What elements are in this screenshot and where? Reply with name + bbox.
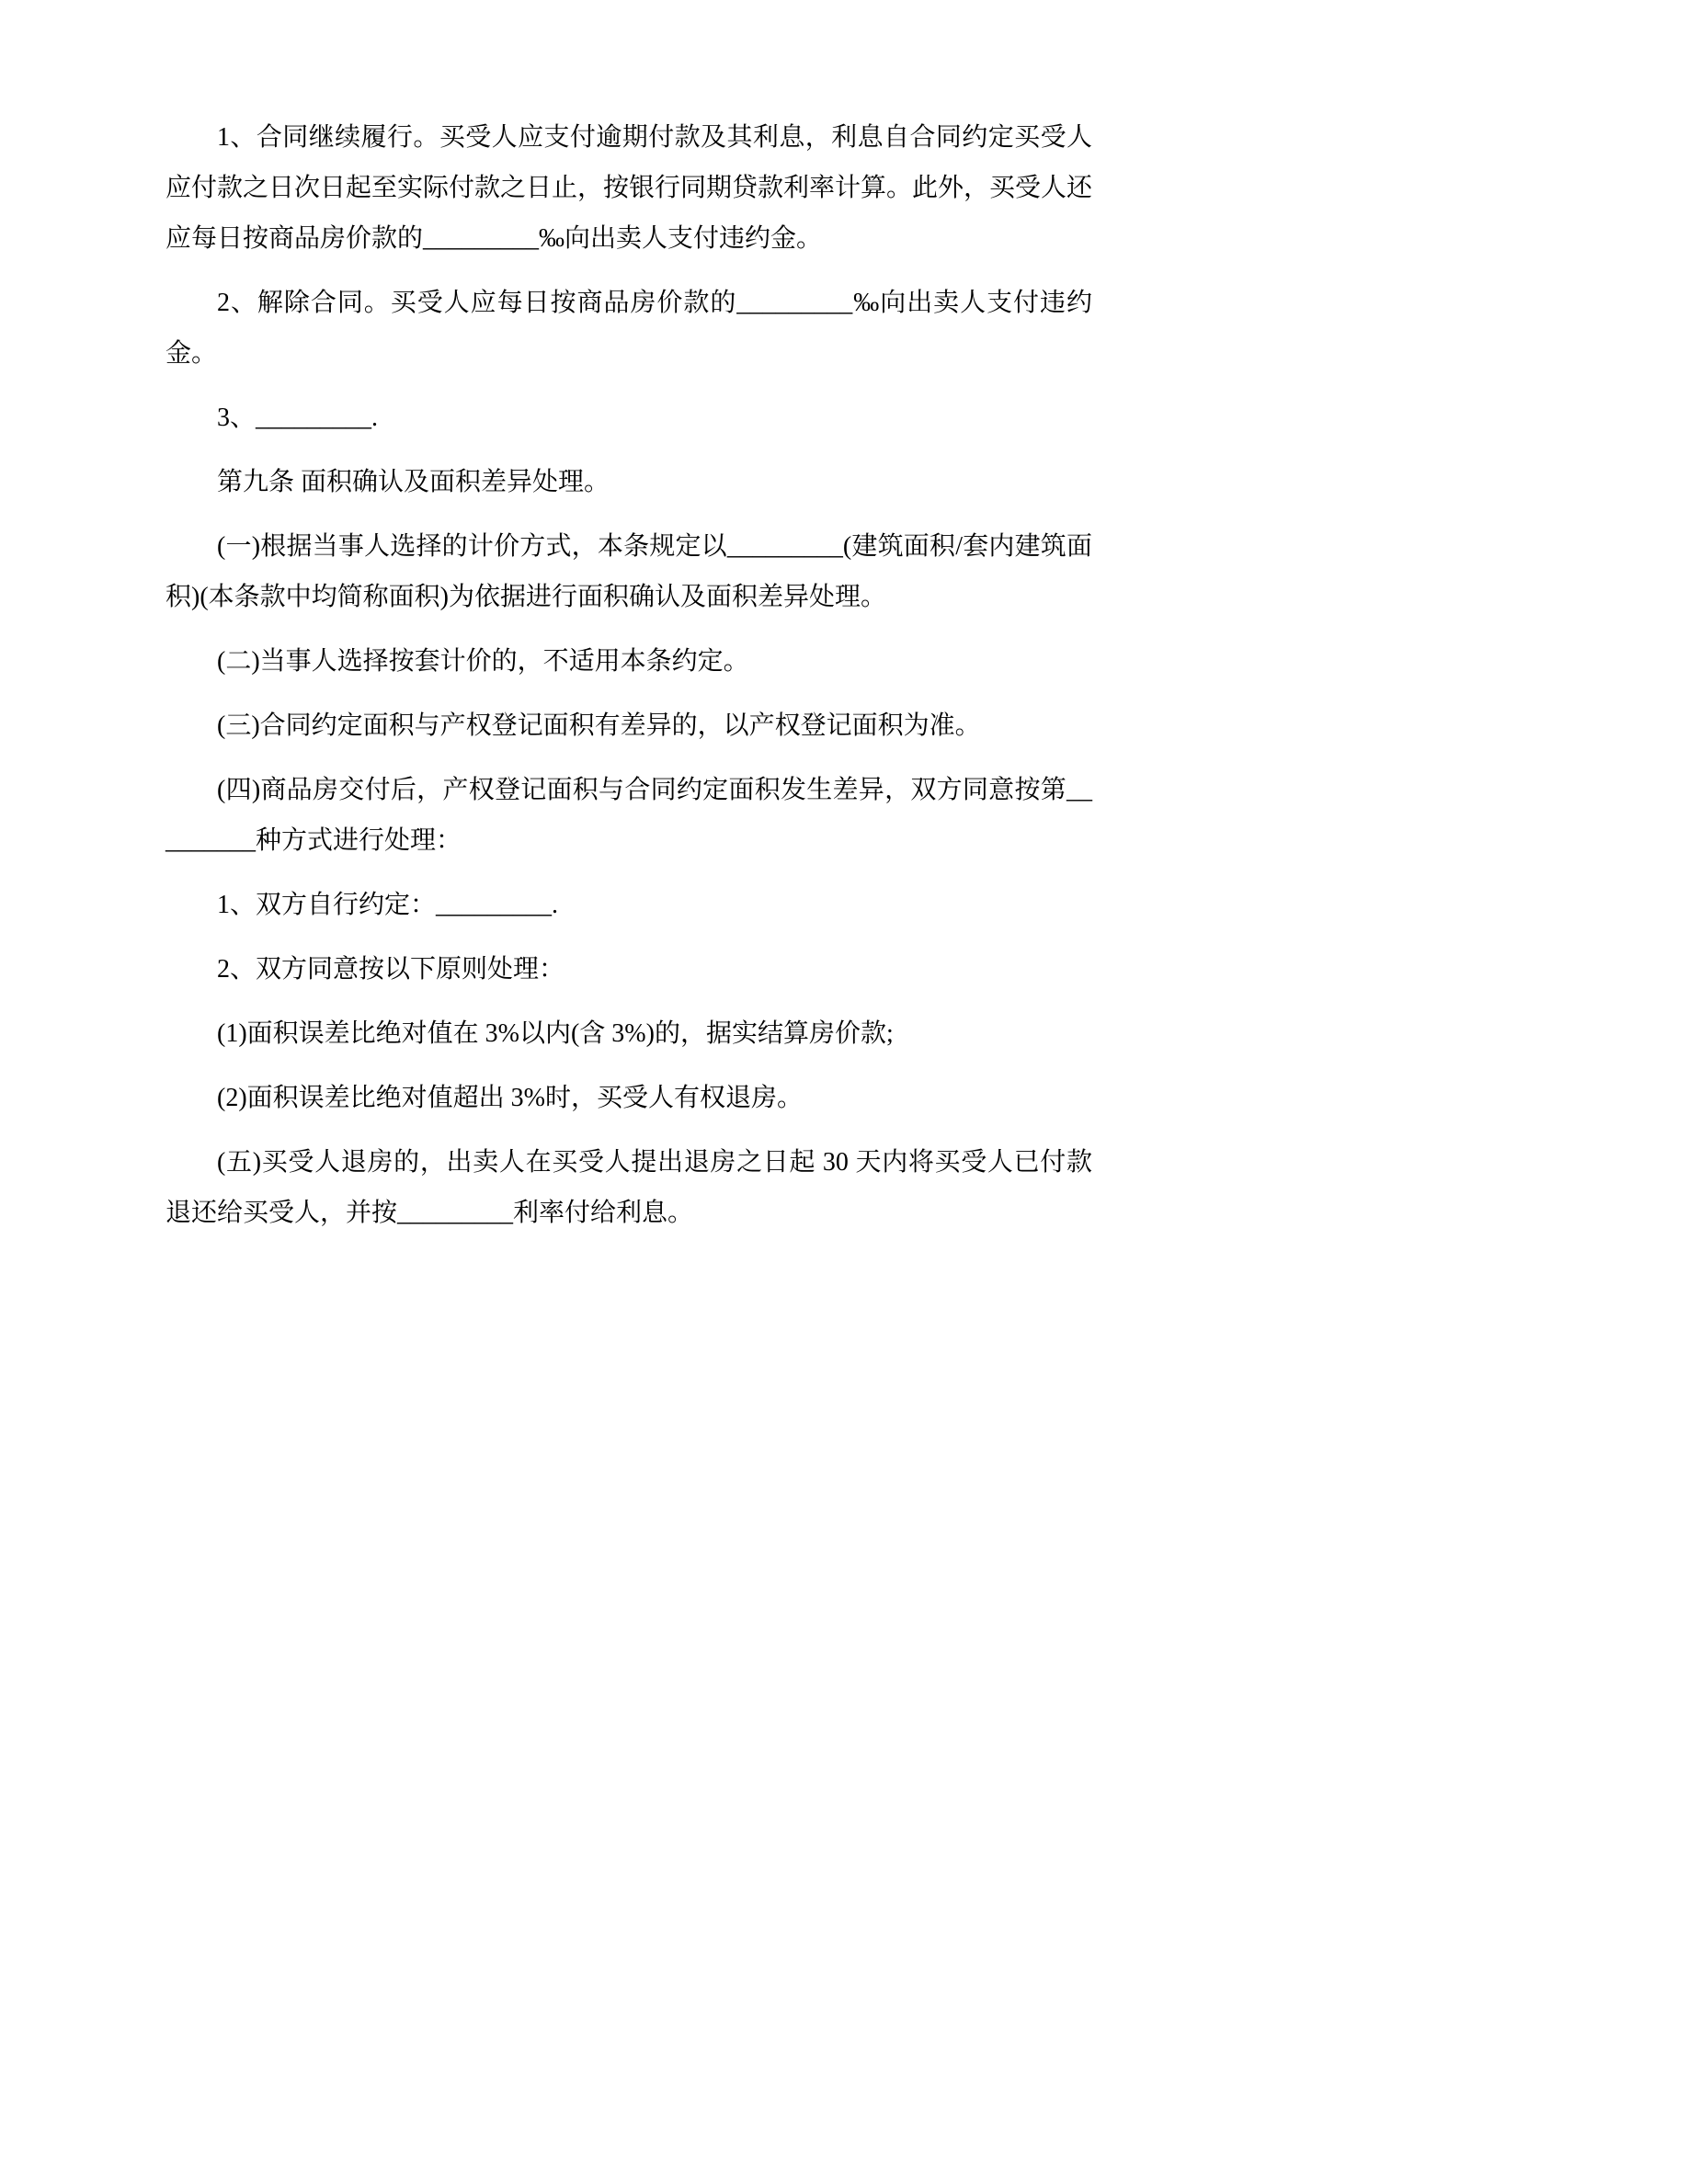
clause-self-agreement: 1、双方自行约定：_________. bbox=[217, 891, 559, 919]
clause-error-within-3-percent: (1)面积误差比绝对值在 3%以内(含 3%)的，据实结算房价款; bbox=[217, 1019, 894, 1048]
clause-option-blank: 3、_________. bbox=[217, 404, 379, 432]
section-heading-article-nine: 第九条 面积确认及面积差异处理。 bbox=[217, 468, 610, 496]
clause-terminate-contract: 2、解除合同。买受人应每日按商品房价款的_________‰向出卖人支付违约金。 bbox=[165, 289, 1092, 368]
clause-continue-performance: 1、合同继续履行。买受人应支付逾期付款及其利息，利息自合同约定买受人应付款之日次日起至实际付款之日止，按银行同期贷款利率计算。此外，买受人还应每日按商品房价款的_________‰向出卖人支付违约金。 bbox=[165, 123, 1093, 253]
clause-refund-on-return: (五)买受人退房的，出卖人在买受人提出退房之日起 30 天内将买受人已付款退还给买受人，并按_________利率付给利息。 bbox=[165, 1148, 1092, 1227]
document-text-block bbox=[165, 112, 1092, 1238]
clause-agreed-principles: 2、双方同意按以下原则处理： bbox=[217, 955, 565, 984]
clause-error-over-3-percent: (2)面积误差比绝对值超出 3%时，买受人有权退房。 bbox=[217, 1084, 803, 1112]
clause-area-pricing-basis: (一)根据当事人选择的计价方式，本条规定以_________(建筑面积/套内建筑面积)(本条款中均简称面积)为依据进行面积确认及面积差异处理。 bbox=[165, 532, 1092, 611]
clause-area-difference-method: (四)商品房交付后，产权登记面积与合同约定面积发生差异，双方同意按第_________种方式进行处理： bbox=[165, 776, 1092, 855]
clause-per-unit-pricing: (二)当事人选择按套计价的，不适用本条约定。 bbox=[217, 647, 749, 676]
clause-registered-area-prevails: (三)合同约定面积与产权登记面积有差异的，以产权登记面积为准。 bbox=[217, 711, 981, 740]
